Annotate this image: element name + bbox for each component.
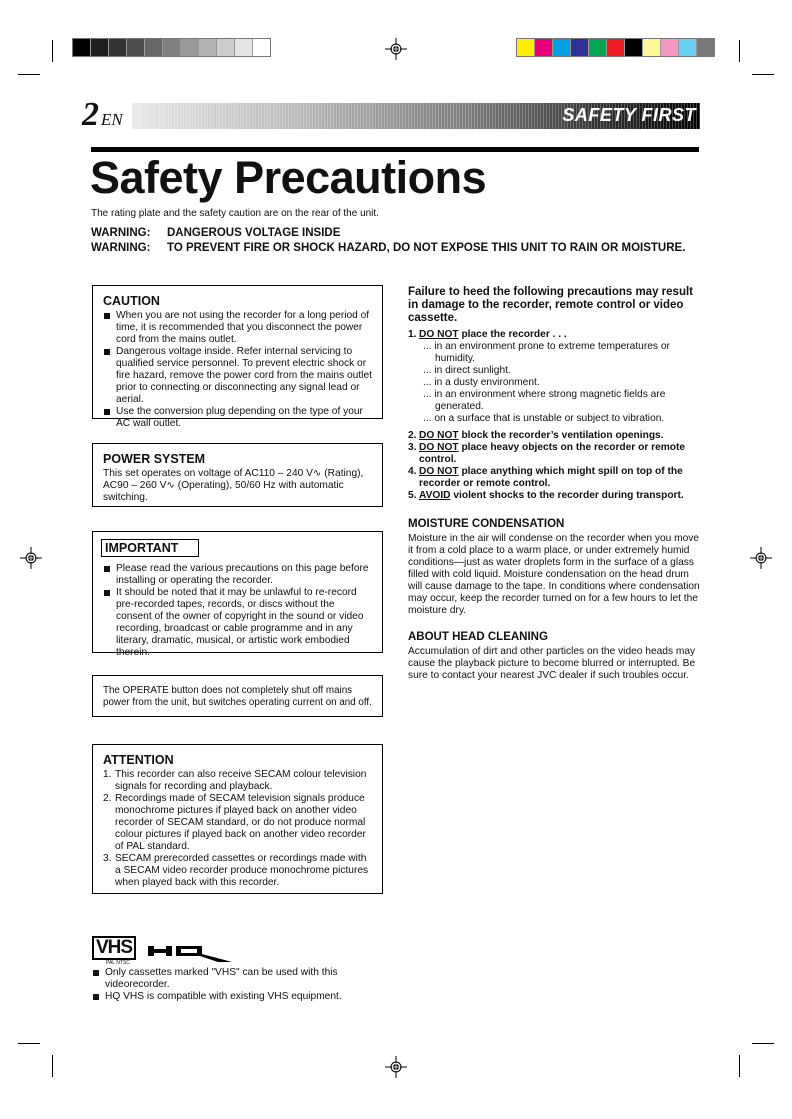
color-swatch [109,39,127,56]
moisture-heading: MOISTURE CONDENSATION [408,518,565,530]
precautions-lead: Failure to heed the following precautions may result in damage to the recorder, remote control or video cassette. [408,286,693,324]
head-cleaning-text: Accumulation of dirt and other particles on the video heads may cause the playback picture to become blurred or interrupted. Be sure to contact your nearest JVC dealer if such troubles occur. [408,646,696,681]
list-item: 2. Recordings made of SECAM television signals produce monochrome pictures if played back on another video recorder of SECAM standard, or do not produce normal colour pictures if played back on another video recorder of PAL standard. [103,793,366,852]
subtitle: The rating plate and the safety caution are on the rear of the unit. [91,208,379,219]
color-swatch [517,39,535,56]
color-swatch [607,39,625,56]
head-cleaning-section [408,631,700,682]
vhs-logo: VHS [92,936,136,960]
vhs-logo-subtext: PAL NTSC [106,960,130,966]
color-swatch [145,39,163,56]
power-system-text: This set operates on voltage of AC110 – 240 V∿ (Rating), AC90 – 260 V∿ (Operating), 50/60 Hz with automatic switching. [103,468,364,503]
page-number: 2 EN [82,96,123,133]
color-swatch [679,39,697,56]
warning-line: WARNING: TO PREVENT FIRE OR SHOCK HAZARD, DO NOT EXPOSE THIS UNIT TO RAIN OR MOISTURE. [91,242,686,254]
color-swatch [697,39,714,56]
precaution-item: 4. DO NOT place anything which might spill on top of the recorder or remote control. [408,466,683,489]
crop-mark [52,40,53,62]
color-swatch [181,39,199,56]
gray-color-bar [72,38,271,57]
color-swatch [589,39,607,56]
list-item: HQ VHS is compatible with existing VHS equipment. [92,991,372,1003]
precaution-item: 3. DO NOT place heavy objects on the recorder or remote control. [408,442,686,465]
registration-mark-icon [20,547,42,569]
format-logos [92,936,232,966]
list-item: Dangerous voltage inside. Refer internal servicing to qualified service personnel. To prevent electric shock or fire hazard, remove the power cord from the mains outlet prior to connecting or disconnecting any signal lead or aerial. [103,346,372,406]
color-swatch [235,39,253,56]
color-swatch [73,39,91,56]
color-swatch [127,39,145,56]
crop-mark [18,74,40,75]
list-item: ... on a surface that is unstable or subject to vibration. [423,413,665,424]
section-banner [132,103,700,129]
power-system-heading: POWER SYSTEM [103,452,206,466]
list-item: ... in direct sunlight. [423,365,511,376]
page-title: Safety Precautions [90,152,487,203]
caution-box [92,285,383,429]
moisture-section [408,518,700,617]
registration-mark-icon [385,38,407,60]
moisture-text: Moisture in the air will condense on the recorder when you move it from a cold place to a warm place, or under extremely humid conditions—just as water droplets form in the surface of a glass filled with cold liquid. Moisture condensation on the head drum will cause damage to the tape. In conditions where condensation may occur, keep the recorder turned on for a few hours to let the moisture dry. [408,533,700,616]
color-swatch [553,39,571,56]
power-system-box [92,443,383,507]
precaution-item: 1. DO NOT place the recorder . . . [408,329,567,340]
list-item: ... in an environment prone to extreme temperatures or humidity. [423,341,670,364]
crop-mark [739,40,740,62]
color-swatch [199,39,217,56]
list-item: ... in a dusty environment. [423,377,540,388]
color-swatch [625,39,643,56]
section-title: SAFETY FIRST [562,105,696,125]
important-heading: IMPORTANT [101,539,199,557]
precautions-column [408,286,700,502]
color-swatch [91,39,109,56]
list-item: Use the conversion plug depending on the type of your AC wall outlet. [103,406,372,430]
list-item: When you are not using the recorder for a long period of time, it is recommended that you disconnect the power cord from the mains outlet. [103,310,372,346]
list-item: 3. SECAM prerecorded cassettes or recordings made with a SECAM video recorder produce monochrome pictures when played back with this recorder. [103,853,369,888]
caution-heading: CAUTION [103,294,160,308]
color-swatch [217,39,235,56]
color-swatch [661,39,679,56]
list-item: It should be noted that it may be unlawful to re-record pre-recorded tapes, records, or discs without the consent of the owner of copyright in the sound or video recording, broadcast or cable programme and in any literary, dramatic, musical, or artistic work embodied therein. [103,587,372,659]
list-item: Please read the various precautions on this page before installing or operating the recorder. [103,563,372,587]
crop-mark [752,1043,774,1044]
cmyk-color-bar [516,38,715,57]
language-code: EN [101,110,123,129]
precaution-item: 5. AVOID violent shocks to the recorder during transport. [408,490,684,501]
operate-note-box [92,675,383,717]
attention-heading: ATTENTION [103,753,174,767]
warning-line: WARNING: DANGEROUS VOLTAGE INSIDE [91,227,341,239]
crop-mark [52,1055,53,1077]
important-box [92,531,383,658]
crop-mark [752,74,774,75]
color-swatch [643,39,661,56]
color-swatch [163,39,181,56]
crop-mark [18,1043,40,1044]
head-cleaning-heading: ABOUT HEAD CLEANING [408,631,548,643]
list-item: 1. This recorder can also receive SECAM colour television signals for recording and playback. [103,769,367,792]
attention-box [92,744,383,894]
precaution-item: 2. DO NOT block the recorder’s ventilation openings. [408,430,664,441]
color-swatch [535,39,553,56]
list-item: ... in an environment where strong magnetic fields are generated. [423,389,666,412]
list-item: Only cassettes marked "VHS" can be used with this videorecorder. [92,967,372,991]
operate-note-text: The OPERATE button does not completely shut off mains power from the unit, but switches operating current on and off. [103,685,372,708]
registration-mark-icon [750,547,772,569]
color-swatch [571,39,589,56]
crop-mark [739,1055,740,1077]
hq-logo-icon [148,942,232,962]
vhs-notes [92,967,372,1003]
color-swatch [253,39,270,56]
registration-mark-icon [385,1056,407,1078]
